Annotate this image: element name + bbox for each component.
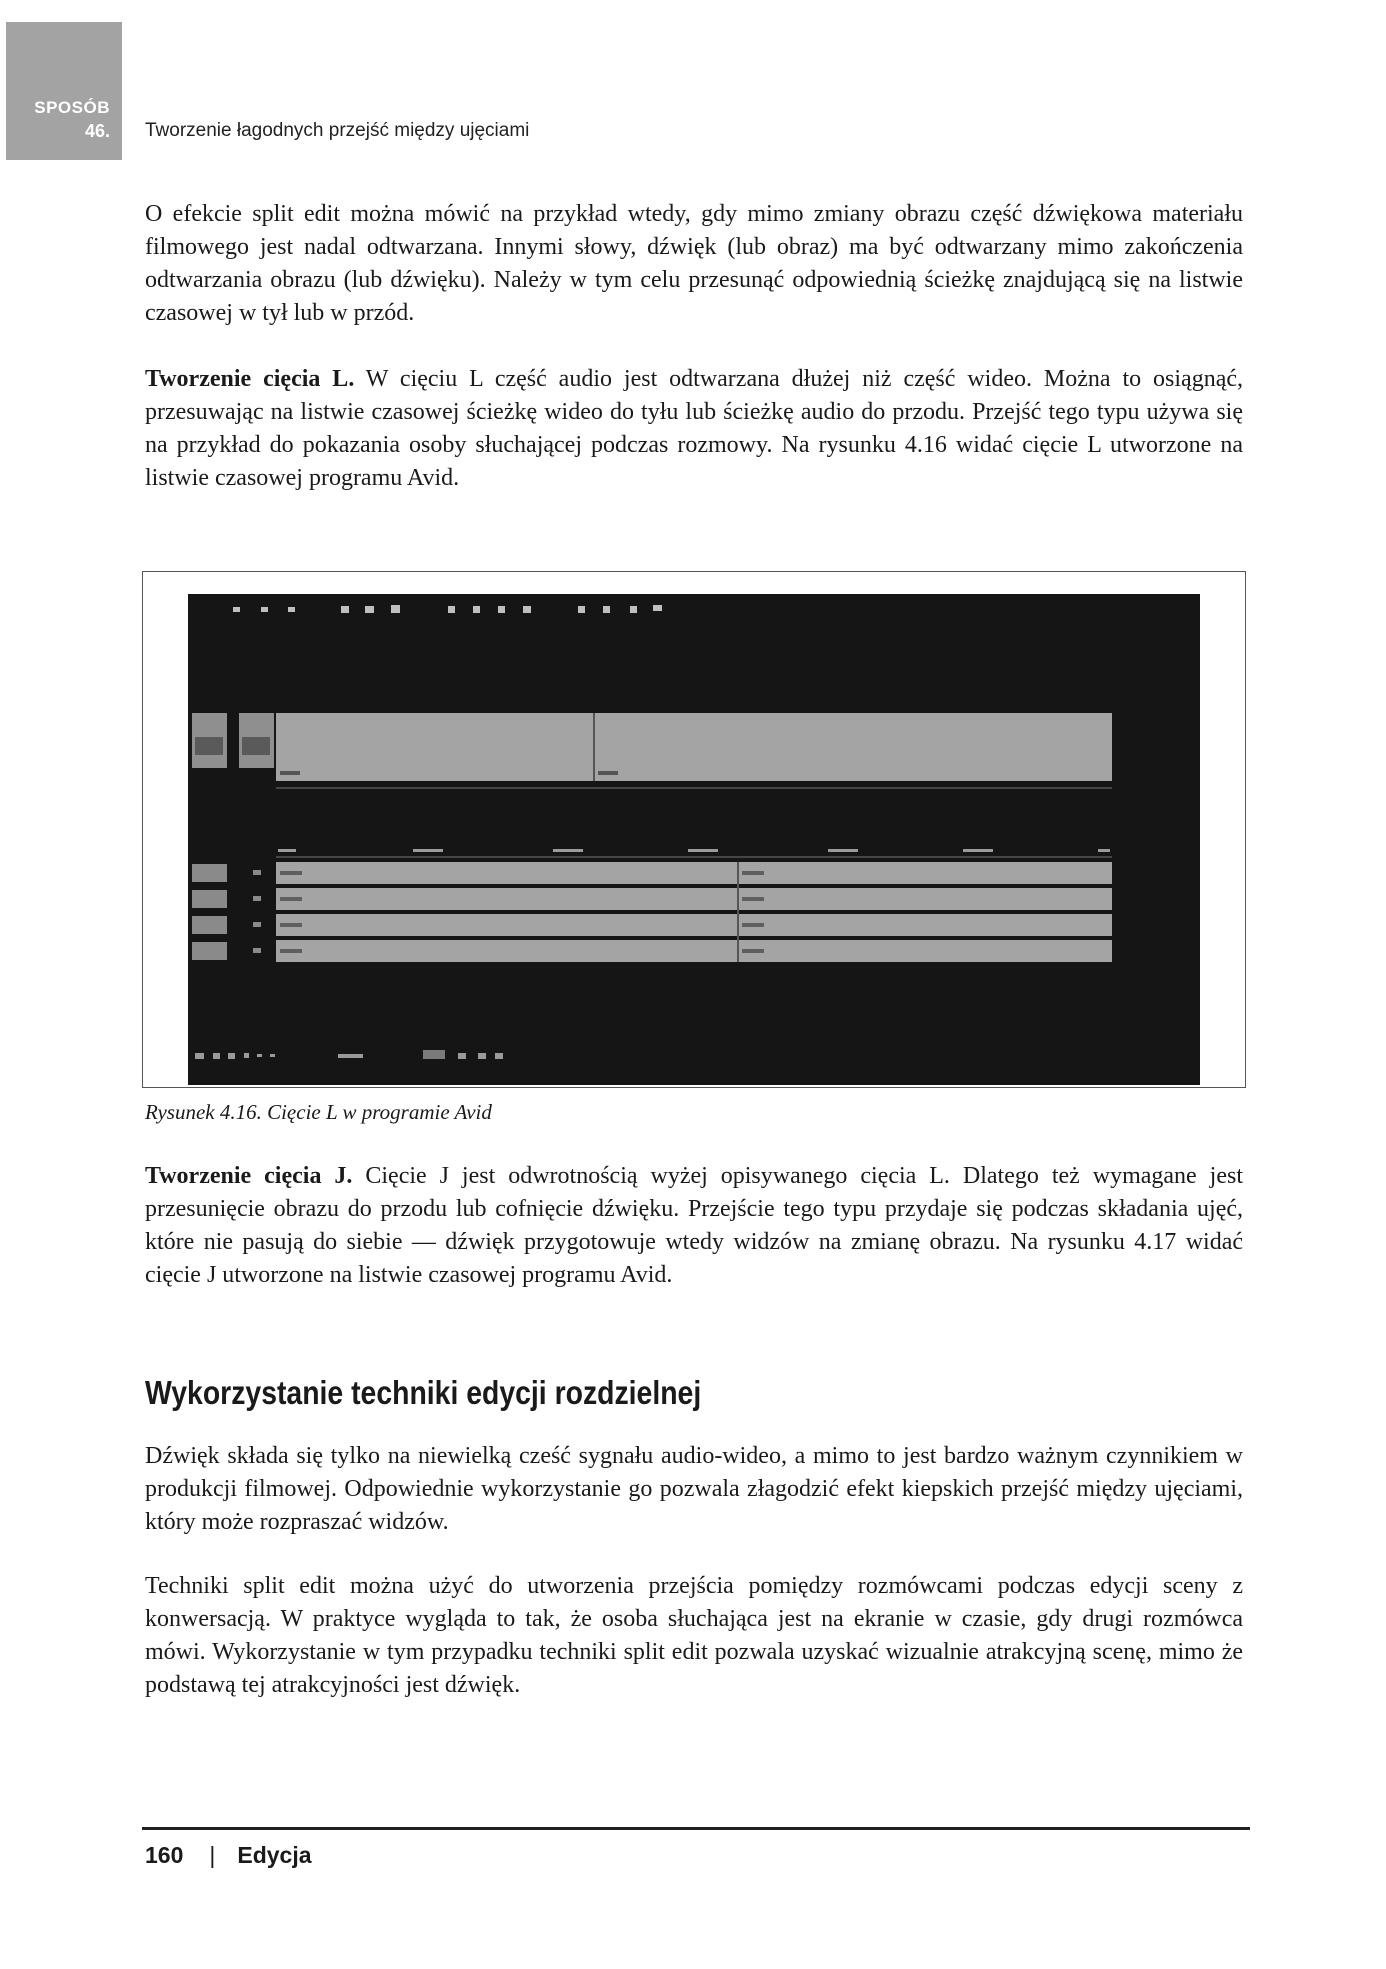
ruler-tick — [413, 849, 443, 852]
audio-clip-label — [742, 923, 764, 927]
timeline-background — [188, 594, 1200, 1085]
toolbar-icon — [261, 607, 268, 612]
audio-clip-label — [280, 923, 302, 927]
toolbar-icon — [603, 606, 610, 613]
audio-clip-label — [280, 949, 302, 953]
video-thumb-1-detail — [195, 737, 223, 755]
paragraph-split-edit-intro: O efekcie split edit można mówić na przykład wtedy, gdy mimo zmiany obrazu część dźwiękowa materiału filmowego jest nadal odtwarzana. Innymi słowy, dźwięk (lub obraz) ma być odtwarzany mimo zakończenia odtwarzania obrazu (lub dźwięku). Należy w tym celu przesunąć odpowiednią ścieżkę znajdującą się na listwie czasowej w tył lub w przód. — [145, 201, 1243, 326]
status-zoom-slider — [423, 1050, 445, 1059]
paragraph-j-cut — [145, 1160, 1243, 1292]
audio-clip — [276, 940, 1112, 962]
video-thumb-2-detail — [242, 737, 270, 755]
audio-clip-label — [280, 897, 302, 901]
footer-separator: | — [209, 1842, 216, 1868]
footer-rule — [142, 1827, 1250, 1830]
paragraph-l-cut-lead: Tworzenie cięcia L. — [145, 366, 355, 392]
toolbar-icon — [288, 607, 295, 612]
toolbar-icon — [523, 606, 531, 613]
status-icon — [478, 1053, 486, 1059]
audio-track-header — [192, 890, 227, 908]
audio-track-header — [192, 864, 227, 882]
toolbar-icon — [498, 606, 505, 613]
status-icon — [495, 1053, 503, 1059]
paragraph-l-cut-text: W cięciu L część audio jest odtwarzana dłużej niż część wideo. Można to osiągnąć, przesuwając na listwie czasowej ścieżkę wideo do tyłu lub ścieżkę audio do przodu. Przejść tego typu używa się na przykład do pokazania osoby słuchającej podczas rozmowy. Na rysunku 4.16 widać cięcie L utworzone na listwie czasowej programu Avid. — [145, 366, 1243, 491]
page-footer — [145, 1842, 312, 1869]
toolbar-icon — [233, 607, 240, 612]
paragraph-l-cut — [145, 363, 1243, 495]
status-icon — [458, 1053, 466, 1059]
avid-timeline-screenshot — [143, 572, 1245, 1087]
status-icon — [244, 1053, 249, 1058]
status-icon — [270, 1054, 275, 1057]
paragraph-conversation-technique: Techniki split edit można użyć do utworzenia przejścia pomiędzy rozmówcami podczas edycji sceny z konwersacją. W praktyce wygląda to tak, że osoba słuchająca jest na ekranie w czasie, gdy drugi rozmówca mówi. Wykorzystanie w tym przypadku techniki split edit pozwala uzyskać wizualnie atrakcyjną scenę, mimo że podstawą tej atrakcyjności jest dźwięk. — [145, 1573, 1243, 1698]
section-heading: Wykorzystanie techniki edycji rozdzielnej — [145, 1374, 702, 1411]
toolbar-icon — [630, 606, 637, 613]
figure-frame — [142, 571, 1246, 1088]
audio-clip-label — [742, 949, 764, 953]
audio-clip — [276, 914, 1112, 936]
toolbar-icon — [365, 606, 374, 613]
toolbar-icon — [341, 606, 349, 613]
status-zoom-readout — [338, 1054, 363, 1058]
audio-track-header — [192, 942, 227, 960]
ruler-tick — [1098, 849, 1110, 852]
status-icon — [213, 1053, 220, 1059]
ruler-tick — [828, 849, 858, 852]
video-clip — [276, 713, 1112, 781]
ruler-tick — [963, 849, 993, 852]
video-clip-label-1 — [280, 771, 300, 775]
ruler-tick — [553, 849, 583, 852]
audio-clip-label — [742, 871, 764, 875]
ruler-tick — [278, 849, 296, 852]
paragraph-sound-importance: Dźwięk składa się tylko na niewielką cześć sygnału audio-wideo, a mimo to jest bardzo ważnym czynnikiem w produkcji filmowej. Odpowiednie wykorzystanie go pozwala złagodzić efekt kiepskich przejść między ujęciami, który może rozpraszać widzów. — [145, 1443, 1243, 1535]
audio-clip-label — [742, 897, 764, 901]
ruler-tick — [688, 849, 718, 852]
toolbar-icon — [653, 605, 662, 611]
page-number: 160 — [145, 1842, 184, 1868]
footer-section: Edycja — [237, 1842, 312, 1868]
toolbar-icon — [578, 606, 585, 613]
running-title: Tworzenie łagodnych przejść między ujęciami — [145, 120, 530, 141]
audio-track-header — [192, 916, 227, 934]
paragraph-j-cut-text: Cięcie J jest odwrotnością wyżej opisywanego cięcia L. Dlatego też wymagane jest przesunięcie obrazu do przodu lub cofnięcie dźwięku. Przejście tego typu przydaje się podczas składania ujęć, które nie pasują do siebie — dźwięk przygotowuje wtedy widzów na zmianę obrazu. Na rysunku 4.17 widać cięcie J utworzone na listwie czasowej programu Avid. — [145, 1163, 1243, 1288]
audio-track-label — [253, 896, 261, 901]
figure-caption: Rysunek 4.16. Cięcie L w programie Avid — [145, 1100, 492, 1124]
audio-track-label — [253, 948, 261, 953]
status-icon — [257, 1054, 262, 1057]
toolbar-icon — [448, 606, 455, 613]
section-tab-label: SPOSÓB — [34, 98, 110, 117]
section-tab — [6, 22, 122, 160]
video-clip-label-2 — [598, 771, 618, 775]
status-icon — [195, 1053, 204, 1059]
section-tab-number: 46. — [84, 121, 110, 141]
audio-clip-label — [280, 871, 302, 875]
toolbar-icon — [473, 606, 480, 613]
audio-track-label — [253, 870, 261, 875]
toolbar-icon — [391, 605, 400, 613]
audio-clip — [276, 862, 1112, 884]
status-icon — [228, 1053, 235, 1059]
paragraph-j-cut-lead: Tworzenie cięcia J. — [145, 1163, 353, 1189]
audio-track-label — [253, 922, 261, 927]
audio-clip — [276, 888, 1112, 910]
